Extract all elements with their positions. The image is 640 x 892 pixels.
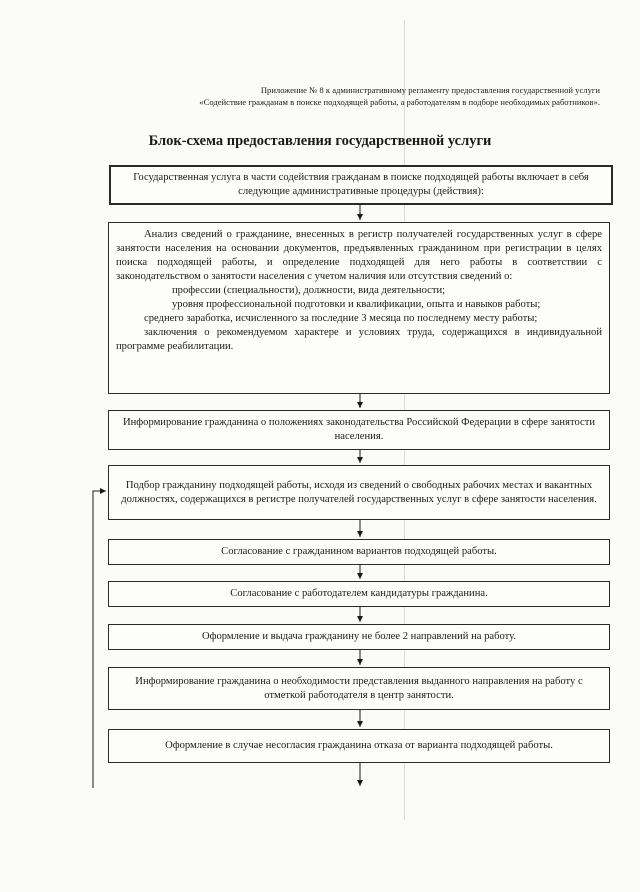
- step-agree-employer-box: [108, 581, 610, 607]
- analysis-lead-text: Анализ сведений о гражданине, внесенных в регистр получателей государственных услуг в сфере занятости населения на основании документов, предъявленных гражданином при регистрации в целях поиска подходящей работы, и определение подходящей для него работы в соответствии с законодательством о занятости населения с учетом наличия или отсутствия сведений о:: [116, 229, 602, 282]
- step-inform-law-box: [108, 410, 610, 450]
- step-agree-employer-text: Согласование с работодателем кандидатуры гражданина.: [230, 588, 488, 599]
- step-refusal-box: [108, 729, 610, 763]
- analysis-item: заключения о рекомендуемом характере и условиях труда, содержащихся в индивидуальной программе реабилитации.: [116, 327, 602, 352]
- step-referrals-box: [108, 624, 610, 650]
- step-analysis-box: [108, 222, 610, 394]
- step-agree-citizen-text: Согласование с гражданином вариантов подходящей работы.: [221, 546, 497, 557]
- step-intro-text: Государственная услуга в части содействия гражданам в поиске подходящей работы включает в себя следующие административные процедуры (действия):: [133, 172, 589, 197]
- step-refusal-text: Оформление в случае несогласия гражданина отказа от варианта подходящей работы.: [165, 740, 553, 751]
- step-referrals-text: Оформление и выдача гражданину не более 2 направлений на работу.: [201, 631, 517, 642]
- step-inform-law-text: Информирование гражданина о положениях законодательства Российской Федерации в сфере занятости населения.: [122, 417, 596, 442]
- analysis-item: среднего заработка, исчисленного за последние 3 месяца по последнему месту работы;: [144, 313, 538, 324]
- step-inform-return-box: [108, 667, 610, 710]
- appendix-header-line1: Приложение № 8 к административному регламенту предоставления государственной услуги: [260, 85, 600, 95]
- analysis-item: уровня профессиональной подготовки и квалификации, опыта и навыков работы;: [172, 299, 541, 310]
- feedback-loop-line: [93, 491, 106, 788]
- step-selection-text: Подбор гражданину подходящей работы, исходя из сведений о свободных рабочих местах и вакантных должностях, содержащихся в регистре получателей государственных услуг в сфере занятости населения.: [121, 479, 597, 505]
- step-inform-return-text: Информирование гражданина о необходимости представления выданного направления на работу с отметкой работодателя в центр занятости.: [135, 675, 583, 701]
- appendix-header-line2: «Содействие гражданам в поиске подходящей работы, а работодателям в подборе необходимых работников».: [199, 97, 600, 107]
- step-intro-box: [109, 165, 613, 205]
- step-selection-box: [108, 465, 610, 520]
- analysis-item: профессии (специальности), должности, вида деятельности;: [172, 285, 446, 296]
- step-agree-citizen-box: [108, 539, 610, 565]
- page-title: Блок-схема предоставления государственной услуги: [148, 133, 492, 149]
